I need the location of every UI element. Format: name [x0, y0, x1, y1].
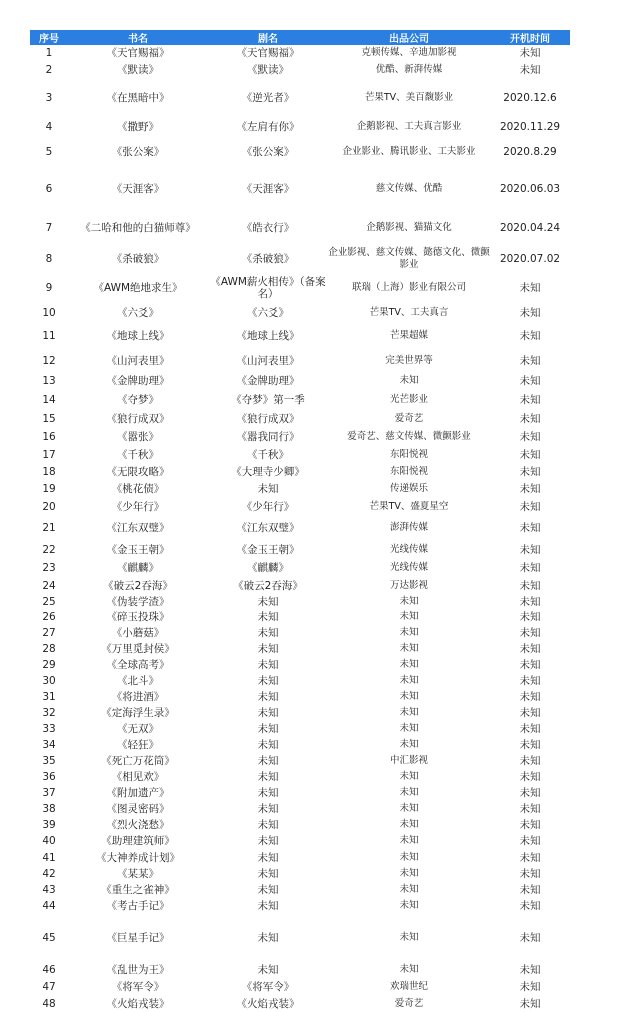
cell-drama-title: 未知: [257, 723, 279, 735]
cell-book-title: 《烈火浇愁》: [106, 819, 170, 831]
cell-drama-title: 《火焰戎装》: [236, 997, 300, 1010]
cell-production-company: 企鹅影视、工夫真言影业: [356, 121, 462, 132]
cell-drama-title: 《张公案》: [241, 146, 295, 158]
cell-drama-title: 未知: [257, 931, 279, 944]
cell-production-company: 未知: [399, 659, 419, 670]
table-row: [30, 389, 570, 410]
cell-index: 9: [45, 282, 53, 294]
cell-production-company: 未知: [399, 835, 419, 846]
cell-start-date: 2020.07.02: [499, 252, 561, 265]
table-row: [30, 978, 570, 995]
cell-index: 46: [42, 963, 56, 976]
table-row: [30, 721, 570, 737]
cell-start-date: 未知: [519, 707, 541, 719]
cell-index: 5: [45, 146, 53, 158]
cell-production-company: 未知: [399, 963, 419, 975]
cell-production-company: 芒果TV、盛夏星空: [369, 500, 449, 512]
cell-book-title: 《金牌助理》: [106, 375, 170, 387]
table-row: [30, 769, 570, 785]
cell-drama-title: 未知: [257, 900, 279, 912]
cell-start-date: 未知: [519, 282, 541, 294]
cell-start-date: 2020.04.24: [499, 222, 561, 234]
cell-production-company: 芒果TV、工夫真言: [369, 307, 449, 318]
cell-start-date: 未知: [519, 868, 541, 880]
cell-production-company: 联瑞（上海）影业有限公司: [351, 282, 466, 293]
header-row: [30, 30, 570, 45]
cell-start-date: 未知: [519, 627, 541, 639]
cell-start-date: 未知: [519, 482, 541, 495]
cell-start-date: 未知: [519, 819, 541, 831]
cell-start-date: 未知: [519, 980, 541, 993]
cell-book-title: 《撒野》: [117, 121, 159, 133]
cell-index: 48: [42, 997, 56, 1010]
cell-drama-title: 《金玉王朝》: [236, 543, 300, 556]
cell-index: 17: [42, 448, 56, 461]
cell-index: 44: [42, 900, 56, 912]
cell-book-title: 《将军令》: [111, 980, 165, 993]
cell-start-date: 未知: [519, 579, 541, 592]
cell-book-title: 《二哈和他的白猫师尊》: [80, 222, 196, 234]
table-row: [30, 516, 570, 540]
cell-drama-title: 《杀破狼》: [241, 252, 295, 265]
cell-book-title: 《少年行》: [111, 500, 165, 513]
header-start-date: 开机时间: [490, 30, 570, 45]
cell-production-company: 未知: [399, 595, 419, 607]
cell-start-date: 未知: [519, 787, 541, 799]
cell-book-title: 《无限攻略》: [106, 465, 170, 478]
table-row: [30, 817, 570, 833]
cell-start-date: 未知: [519, 329, 541, 342]
cell-index: 38: [42, 803, 56, 815]
cell-drama-title: 未知: [257, 771, 279, 783]
cell-production-company: 优酷、新湃传媒: [375, 64, 443, 75]
cell-production-company: 未知: [399, 900, 419, 911]
table-row: [30, 705, 570, 721]
table-row: [30, 212, 570, 244]
cell-start-date: 未知: [519, 723, 541, 735]
cell-drama-title: 未知: [257, 627, 279, 639]
cell-production-company: 中汇影视: [389, 755, 428, 766]
table-row: [30, 428, 570, 446]
cell-book-title: 《无双》: [117, 723, 159, 735]
cell-start-date: 未知: [519, 884, 541, 896]
cell-index: 41: [42, 851, 56, 864]
table-row: [30, 480, 570, 497]
cell-book-title: 《图灵密码》: [106, 803, 170, 815]
cell-start-date: 未知: [519, 675, 541, 687]
cell-book-title: 《乱世为王》: [106, 963, 170, 976]
cell-start-date: 2020.06.03: [499, 182, 561, 195]
cell-start-date: 未知: [519, 803, 541, 815]
cell-index: 11: [42, 329, 56, 342]
cell-drama-title: 未知: [257, 963, 279, 976]
cell-index: 30: [42, 675, 56, 687]
cell-drama-title: 未知: [257, 835, 279, 847]
cell-production-company: 爱奇艺、慈文传媒、微颤影业: [347, 431, 471, 442]
cell-drama-title: 未知: [257, 868, 279, 880]
cell-production-company: 传递娱乐: [389, 482, 428, 494]
cell-index: 27: [42, 627, 56, 639]
cell-drama-title: 未知: [257, 595, 279, 608]
cell-drama-title: 未知: [257, 659, 279, 671]
cell-production-company: 未知: [399, 819, 419, 830]
cell-index: 36: [42, 771, 56, 783]
cell-production-company: 欢瑞世纪: [389, 980, 428, 992]
table-row: [30, 60, 570, 80]
cell-drama-title: 《夺梦》第一季: [231, 393, 305, 406]
cell-drama-title: 未知: [257, 691, 279, 703]
cell-start-date: 未知: [519, 307, 541, 319]
cell-book-title: 《狼行成双》: [106, 413, 170, 425]
cell-drama-title: 《AWM薪火相传》（备案名）: [210, 276, 326, 300]
cell-book-title: 《附加遗产》: [106, 787, 170, 799]
table-row: [30, 785, 570, 801]
cell-index: 33: [42, 723, 56, 735]
cell-book-title: 《巨星手记》: [106, 931, 170, 944]
cell-book-title: 《大神养成计划》: [96, 851, 180, 864]
cell-index: 43: [42, 884, 56, 896]
cell-production-company: 芒果TV、美百馥影业: [364, 91, 454, 103]
table-row: [30, 45, 570, 60]
cell-book-title: 《轻狂》: [117, 739, 159, 751]
cell-book-title: 《夺梦》: [117, 393, 159, 406]
table-row: [30, 914, 570, 961]
cell-drama-title: 未知: [257, 803, 279, 815]
cell-production-company: 未知: [399, 851, 419, 863]
cell-book-title: 《在黑暗中》: [106, 91, 170, 104]
cell-drama-title: 《破云2吞海》: [233, 579, 303, 592]
cell-production-company: 未知: [399, 375, 419, 386]
cell-index: 42: [42, 868, 56, 880]
table-row: [30, 323, 570, 348]
cell-start-date: 未知: [519, 448, 541, 461]
cell-production-company: 未知: [399, 691, 419, 702]
table-row: [30, 165, 570, 212]
cell-book-title: 《相见欢》: [111, 771, 165, 783]
cell-drama-title: 《天涯客》: [241, 182, 295, 195]
table-row: [30, 641, 570, 657]
cell-drama-title: 《狼行成双》: [236, 413, 300, 425]
table-row: [30, 594, 570, 609]
cell-index: 28: [42, 643, 56, 655]
cell-index: 24: [42, 579, 56, 592]
cell-index: 29: [42, 659, 56, 671]
cell-production-company: 慈文传媒、优酷: [375, 182, 443, 194]
table-row: [30, 497, 570, 516]
cell-index: 47: [42, 980, 56, 993]
table-row: [30, 463, 570, 480]
table-row: [30, 882, 570, 898]
cell-index: 32: [42, 707, 56, 719]
cell-index: 35: [42, 755, 56, 767]
cell-book-title: 《江东双璧》: [106, 522, 170, 534]
header-index: 序号: [30, 30, 68, 45]
cell-start-date: 未知: [519, 46, 541, 59]
cell-start-date: 未知: [519, 562, 541, 574]
header-drama-title: 剧名: [208, 30, 328, 45]
cell-production-company: 企业影业、腾讯影业、工夫影业: [342, 146, 476, 157]
cell-book-title: 《嚣张》: [117, 431, 159, 443]
cell-production-company: 爱奇艺: [394, 997, 424, 1009]
cell-start-date: 未知: [519, 465, 541, 478]
cell-book-title: 《小蘑菇》: [111, 627, 165, 639]
cell-start-date: 未知: [519, 659, 541, 671]
table-row: [30, 609, 570, 625]
cell-book-title: 《破云2吞海》: [103, 579, 173, 592]
cell-index: 39: [42, 819, 56, 831]
table-row: [30, 559, 570, 577]
table-row: [30, 348, 570, 373]
cell-production-company: 克顿传媒、辛迪加影视: [361, 46, 457, 58]
cell-book-title: 《定海浮生录》: [101, 707, 175, 719]
cell-index: 26: [42, 611, 56, 623]
cell-index: 7: [45, 222, 53, 234]
table-row: [30, 673, 570, 689]
cell-start-date: 2020.12.6: [503, 91, 557, 104]
cell-book-title: 《碎玉投珠》: [106, 611, 170, 623]
cell-start-date: 未知: [519, 931, 541, 944]
cell-production-company: 爱奇艺: [394, 413, 424, 424]
cell-start-date: 未知: [519, 643, 541, 655]
cell-index: 8: [45, 252, 53, 265]
table-row: [30, 410, 570, 428]
cell-drama-title: 《麒麟》: [247, 562, 289, 574]
cell-start-date: 未知: [519, 393, 541, 406]
cell-index: 37: [42, 787, 56, 799]
cell-start-date: 未知: [519, 64, 541, 76]
cell-drama-title: 未知: [257, 707, 279, 719]
table-row: [30, 961, 570, 978]
cell-production-company: 光线传媒: [389, 562, 428, 573]
header-book-title: 书名: [68, 30, 208, 45]
cell-production-company: 光线传媒: [389, 543, 428, 555]
cell-drama-title: 《皓衣行》: [241, 222, 295, 234]
cell-production-company: 未知: [399, 739, 419, 750]
table-row: [30, 115, 570, 139]
cell-drama-title: 未知: [257, 819, 279, 831]
cell-drama-title: 未知: [257, 755, 279, 767]
cell-drama-title: 《山河表里》: [236, 354, 300, 367]
cell-book-title: 《AWM绝地求生》: [93, 282, 183, 294]
cell-drama-title: 《大理寺少卿》: [231, 465, 305, 478]
table-row: [30, 995, 570, 1012]
cell-book-title: 《千秋》: [117, 448, 159, 461]
cell-start-date: 未知: [519, 500, 541, 513]
cell-start-date: 未知: [519, 522, 541, 534]
cell-book-title: 《桃花债》: [111, 482, 165, 495]
cell-start-date: 未知: [519, 771, 541, 783]
cell-start-date: 未知: [519, 431, 541, 443]
table-row: [30, 833, 570, 849]
table-row: [30, 737, 570, 753]
cell-drama-title: 《天官赐福》: [236, 46, 300, 59]
cell-production-company: 未知: [399, 868, 419, 879]
cell-production-company: 未知: [399, 611, 419, 622]
cell-book-title: 《杀破狼》: [111, 252, 165, 265]
cell-drama-title: 未知: [257, 675, 279, 687]
table-row: [30, 273, 570, 303]
cell-drama-title: 《将军令》: [241, 980, 295, 993]
table-row: [30, 303, 570, 323]
cell-book-title: 《天涯客》: [111, 182, 165, 195]
cell-start-date: 未知: [519, 691, 541, 703]
cell-production-company: 完美世界等: [385, 354, 433, 366]
cell-start-date: 未知: [519, 963, 541, 976]
cell-index: 19: [42, 482, 56, 495]
table-row: [30, 689, 570, 705]
cell-index: 14: [42, 393, 56, 406]
cell-book-title: 《麒麟》: [117, 562, 159, 574]
table-row: [30, 244, 570, 273]
cell-book-title: 《默读》: [117, 64, 159, 76]
cell-index: 31: [42, 691, 56, 703]
table-row: [30, 540, 570, 559]
cell-drama-title: 未知: [257, 611, 279, 623]
cell-book-title: 《将进酒》: [111, 691, 165, 703]
cell-production-company: 企业影视、慈文传媒、懿德文化、微颤影业: [328, 246, 490, 270]
cell-production-company: 光芒影业: [389, 393, 428, 405]
cell-drama-title: 未知: [257, 851, 279, 864]
cell-book-title: 《考古手记》: [106, 900, 170, 912]
cell-production-company: 芒果超媒: [389, 329, 428, 341]
cell-production-company: 未知: [399, 771, 419, 782]
cell-index: 3: [45, 91, 53, 104]
cell-drama-title: 未知: [257, 884, 279, 896]
cell-book-title: 《全球高考》: [106, 659, 170, 671]
cell-index: 21: [42, 522, 56, 534]
cell-book-title: 《万里觅封侯》: [101, 643, 175, 655]
cell-index: 18: [42, 465, 56, 478]
cell-drama-title: 《左肩有你》: [236, 121, 300, 133]
cell-drama-title: 未知: [257, 643, 279, 655]
cell-production-company: 东阳悦视: [389, 448, 428, 460]
cell-book-title: 《地球上线》: [106, 329, 170, 342]
cell-book-title: 《张公案》: [111, 146, 165, 158]
cell-start-date: 未知: [519, 755, 541, 767]
cell-production-company: 未知: [399, 803, 419, 814]
cell-index: 6: [45, 182, 53, 195]
cell-index: 23: [42, 562, 56, 574]
cell-production-company: 企鹅影视、猫猫文化: [366, 222, 452, 233]
cell-production-company: 未知: [399, 787, 419, 798]
cell-index: 40: [42, 835, 56, 847]
cell-drama-title: 《六爻》: [247, 307, 289, 319]
table-row: [30, 139, 570, 165]
cell-book-title: 《死亡万花筒》: [101, 755, 175, 767]
table-row: [30, 373, 570, 389]
table-row: [30, 898, 570, 914]
cell-book-title: 《金玉王朝》: [106, 543, 170, 556]
cell-index: 22: [42, 543, 56, 556]
cell-book-title: 《火焰戎装》: [106, 997, 170, 1010]
cell-index: 25: [42, 595, 56, 608]
cell-book-title: 《天官赐福》: [106, 46, 170, 59]
cell-index: 1: [45, 46, 53, 59]
cell-production-company: 未知: [399, 884, 419, 895]
cell-start-date: 未知: [519, 900, 541, 912]
cell-book-title: 《伪装学渣》: [106, 595, 170, 608]
cell-drama-title: 未知: [257, 482, 279, 495]
cell-start-date: 未知: [519, 543, 541, 556]
cell-index: 20: [42, 500, 56, 513]
cell-production-company: 未知: [399, 723, 419, 734]
cell-start-date: 2020.11.29: [499, 121, 561, 133]
cell-start-date: 未知: [519, 375, 541, 387]
cell-production-company: 未知: [399, 707, 419, 718]
cell-drama-title: 《千秋》: [247, 448, 289, 461]
cell-drama-title: 《江东双璧》: [236, 522, 300, 534]
table-row: [30, 625, 570, 641]
cell-start-date: 未知: [519, 354, 541, 367]
header-production-company: 出品公司: [328, 30, 490, 45]
cell-start-date: 未知: [519, 413, 541, 425]
cell-drama-title: 《默读》: [247, 64, 289, 76]
cell-start-date: 未知: [519, 851, 541, 864]
cell-book-title: 《六爻》: [117, 307, 159, 319]
cell-book-title: 《某某》: [117, 868, 159, 880]
cell-production-company: 澎湃传媒: [389, 522, 428, 533]
cell-book-title: 《重生之雀神》: [101, 884, 175, 896]
cell-production-company: 东阳悦视: [389, 465, 428, 477]
table-row: [30, 849, 570, 866]
drama-adaptation-table: [30, 30, 570, 1012]
cell-production-company: 未知: [399, 627, 419, 638]
cell-production-company: 未知: [399, 643, 419, 654]
table-row: [30, 657, 570, 673]
table-row: [30, 801, 570, 817]
cell-production-company: 未知: [399, 675, 419, 686]
cell-start-date: 未知: [519, 835, 541, 847]
cell-drama-title: 《逆光者》: [241, 91, 295, 104]
cell-index: 10: [42, 307, 56, 319]
cell-production-company: 万达影视: [389, 579, 428, 591]
cell-book-title: 《助理建筑师》: [101, 835, 175, 847]
cell-start-date: 未知: [519, 739, 541, 751]
table-row: [30, 446, 570, 463]
table-row: [30, 753, 570, 769]
cell-index: 34: [42, 739, 56, 751]
cell-drama-title: 未知: [257, 787, 279, 799]
cell-start-date: 2020.8.29: [503, 146, 557, 158]
cell-start-date: 未知: [519, 611, 541, 623]
cell-drama-title: 《少年行》: [241, 500, 295, 513]
cell-book-title: 《北斗》: [117, 675, 159, 687]
cell-index: 45: [42, 931, 56, 944]
cell-start-date: 未知: [519, 997, 541, 1010]
cell-index: 2: [45, 64, 53, 76]
cell-start-date: 未知: [519, 595, 541, 608]
cell-book-title: 《山河表里》: [106, 354, 170, 367]
cell-index: 13: [42, 375, 56, 387]
cell-index: 4: [45, 121, 53, 133]
cell-drama-title: 《地球上线》: [236, 329, 300, 342]
cell-drama-title: 《嚣我同行》: [236, 431, 300, 443]
cell-index: 12: [42, 354, 56, 367]
table-row: [30, 80, 570, 115]
cell-index: 16: [42, 431, 56, 443]
table-row: [30, 866, 570, 882]
cell-drama-title: 《金牌助理》: [236, 375, 300, 387]
cell-index: 15: [42, 413, 56, 425]
table-row: [30, 577, 570, 594]
table-body: [30, 45, 570, 1012]
cell-production-company: 未知: [399, 931, 419, 943]
cell-drama-title: 未知: [257, 739, 279, 751]
